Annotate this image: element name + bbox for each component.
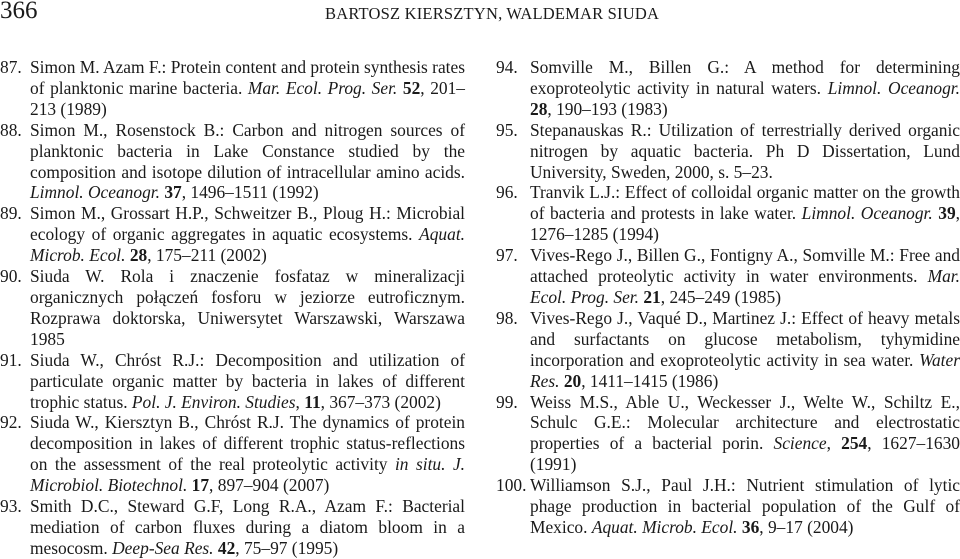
reference-text: , 75–97 (1995) bbox=[235, 537, 339, 558]
reference-number: 90. bbox=[0, 266, 22, 287]
reference-entry bbox=[496, 475, 960, 538]
reference-volume: 28 bbox=[129, 245, 148, 266]
reference-text: , 1276–1285 (1994) bbox=[530, 203, 960, 245]
reference-text: , 1411–1415 (1986) bbox=[581, 370, 719, 391]
reference-text: , 201–213 (1989) bbox=[30, 77, 465, 119]
reference-text: Smith D.C., Steward G.F, Long R.A., Azam F.: Bacterial mediation of carbon fluxes during a diatom bloom in a mesocosm. bbox=[30, 496, 465, 558]
reference-number: 93. bbox=[0, 496, 22, 517]
references-right-column bbox=[496, 57, 960, 538]
reference-text: , 245–249 (1985) bbox=[660, 286, 782, 307]
page-number: 366 bbox=[0, 0, 38, 24]
reference-number: 97. bbox=[496, 245, 518, 266]
reference-text: , 1627–1630 (1991) bbox=[530, 433, 960, 475]
reference-volume: 36 bbox=[741, 516, 760, 537]
reference-journal: J. Microbiol. Biotechnol. bbox=[30, 454, 466, 496]
reference-entry bbox=[496, 245, 960, 308]
reference-entry bbox=[0, 412, 465, 496]
reference-number: 89. bbox=[0, 203, 22, 224]
reference-number: 100. bbox=[496, 475, 527, 496]
reference-journal: Water Res. bbox=[530, 349, 960, 391]
reference-text: Vives-Rego J., Billen G., Fontigny A., Somville M.: Free and attached proteolytic activity in water environments. bbox=[530, 245, 960, 287]
reference-text: Siuda W., Kiersztyn B., Chróst R.J. The dynamics of protein decomposition in lakes of different trophic status-reflections on the assessment of the real proteolytic activity bbox=[30, 412, 465, 475]
reference-number: 98. bbox=[496, 307, 518, 328]
reference-number: 99. bbox=[496, 391, 518, 412]
reference-number: 88. bbox=[0, 119, 22, 140]
reference-text: Stepanauskas R.: Utilization of terrestrially derived organic nitrogen by aquatic bacteria. Ph D Dissertation, Lund University, Sweden, 2000, s. 5–23. bbox=[530, 119, 960, 182]
reference-entry bbox=[496, 182, 960, 245]
reference-text: , 175–211 (2002) bbox=[147, 245, 267, 266]
reference-volume: 42 bbox=[217, 537, 236, 558]
reference-entry bbox=[496, 120, 960, 183]
running-head: BARTOSZ KIERSZTYN, WALDEMAR SIUDA bbox=[325, 4, 660, 23]
reference-text: Simon M., Rosenstock B.: Carbon and nitrogen sources of planktonic bacteria in Lake Constance studied by the composition and isotope dilution of intracellular amino acids. bbox=[30, 119, 465, 182]
reference-entry bbox=[0, 266, 465, 350]
reference-number: 94. bbox=[496, 57, 518, 77]
reference-text bbox=[445, 454, 452, 474]
reference-volume: 20 bbox=[563, 370, 582, 391]
reference-volume: 39 bbox=[938, 203, 956, 224]
reference-number: 96. bbox=[496, 182, 518, 203]
page-header bbox=[0, 0, 960, 30]
reference-volume: 52 bbox=[402, 77, 421, 98]
reference-text: Williamson S.J., Paul J.H.: Nutrient stimulation of lytic phage production in bacterial population of the Gulf of Mexico. bbox=[530, 475, 960, 537]
reference-journal: Science bbox=[773, 433, 827, 454]
reference-entry bbox=[0, 350, 465, 413]
reference-text: Vives-Rego J., Vaqué D., Martinez J.: Effect of heavy metals and surfactants on glucose metabolism, tyhymidine incorporation and exoproteolytic activity in sea water. bbox=[530, 307, 960, 370]
reference-text: Simon M., Grossart H.P., Schweitzer B., Ploug H.: Microbial ecology of organic aggregates in aquatic ecosystems. bbox=[30, 203, 465, 245]
reference-text: , 9–17 (2004) bbox=[759, 516, 854, 537]
reference-number: 91. bbox=[0, 349, 22, 370]
reference-journal: Aquat. Microb. Ecol. bbox=[30, 224, 465, 266]
reference-journal: Pol. J. Environ. Studies bbox=[131, 391, 296, 412]
reference-number: 87. bbox=[0, 57, 22, 77]
reference-journal: Mar. Ecol. Prog. Ser. bbox=[247, 77, 398, 98]
reference-journal: Deep-Sea Res. bbox=[112, 537, 214, 558]
reference-journal: Mar. Ecol. Prog. Ser. bbox=[530, 266, 960, 307]
reference-entry bbox=[496, 308, 960, 392]
reference-entry bbox=[0, 496, 465, 559]
reference-text: Simon M. Azam F.: Protein content and protein synthesis rates of planktonic marine bacteria. bbox=[30, 57, 465, 98]
reference-volume: 11 bbox=[304, 391, 321, 412]
reference-text: , bbox=[826, 433, 842, 454]
reference-journal: Limnol. Oceanogr. bbox=[827, 77, 960, 98]
reference-entry bbox=[496, 57, 960, 120]
reference-volume: 17 bbox=[191, 475, 210, 496]
reference-entry bbox=[0, 57, 465, 120]
reference-entry bbox=[496, 392, 960, 476]
reference-text: , 367–373 (2002) bbox=[320, 391, 441, 412]
reference-text: , bbox=[295, 391, 305, 412]
references-left-column bbox=[0, 57, 465, 559]
reference-entry bbox=[0, 203, 465, 266]
reference-journal: Limnol. Oceanogr. bbox=[801, 203, 933, 224]
reference-volume: 21 bbox=[643, 286, 661, 307]
reference-journal: in situ. bbox=[394, 454, 446, 475]
reference-text: Somville M., Billen G.: A method for determining exoproteolytic activity in natural waters. bbox=[530, 57, 960, 98]
reference-text: Siuda W., Chróst R.J.: Decomposition and utilization of particulate organic matter by bacteria in lakes of different trophic status. bbox=[30, 349, 465, 412]
reference-volume: 37 bbox=[164, 182, 182, 203]
reference-text: , 897–904 (2007) bbox=[209, 475, 330, 496]
reference-text: Siuda W. Rola i znaczenie fosfataz w mineralizacji organicznych połączeń fosforu w jeziorze eutroficznym. Rozprawa doktorska, Uniwersytet Warszawski, Warszawa 1985 bbox=[30, 266, 465, 349]
reference-volume: 28 bbox=[530, 98, 548, 119]
reference-number: 95. bbox=[496, 119, 518, 140]
reference-text: Weiss M.S., Able U., Weckesser J., Welte W., Schiltz E., Schulc G.E.: Molecular architecture and electrostatic properties of a bacterial porin. bbox=[530, 391, 960, 454]
reference-number: 92. bbox=[0, 412, 22, 433]
reference-journal: Aquat. Microb. Ecol. bbox=[591, 516, 738, 537]
reference-text: , 1496–1511 (1992) bbox=[181, 182, 319, 203]
reference-volume: 254 bbox=[841, 433, 868, 454]
reference-text: , 190–193 (1983) bbox=[547, 98, 668, 119]
reference-journal: Limnol. Oceanogr. bbox=[30, 182, 160, 203]
reference-text: Tranvik L.J.: Effect of colloidal organic matter on the growth of bacteria and protests in lake water. bbox=[530, 182, 960, 224]
reference-entry bbox=[0, 120, 465, 204]
